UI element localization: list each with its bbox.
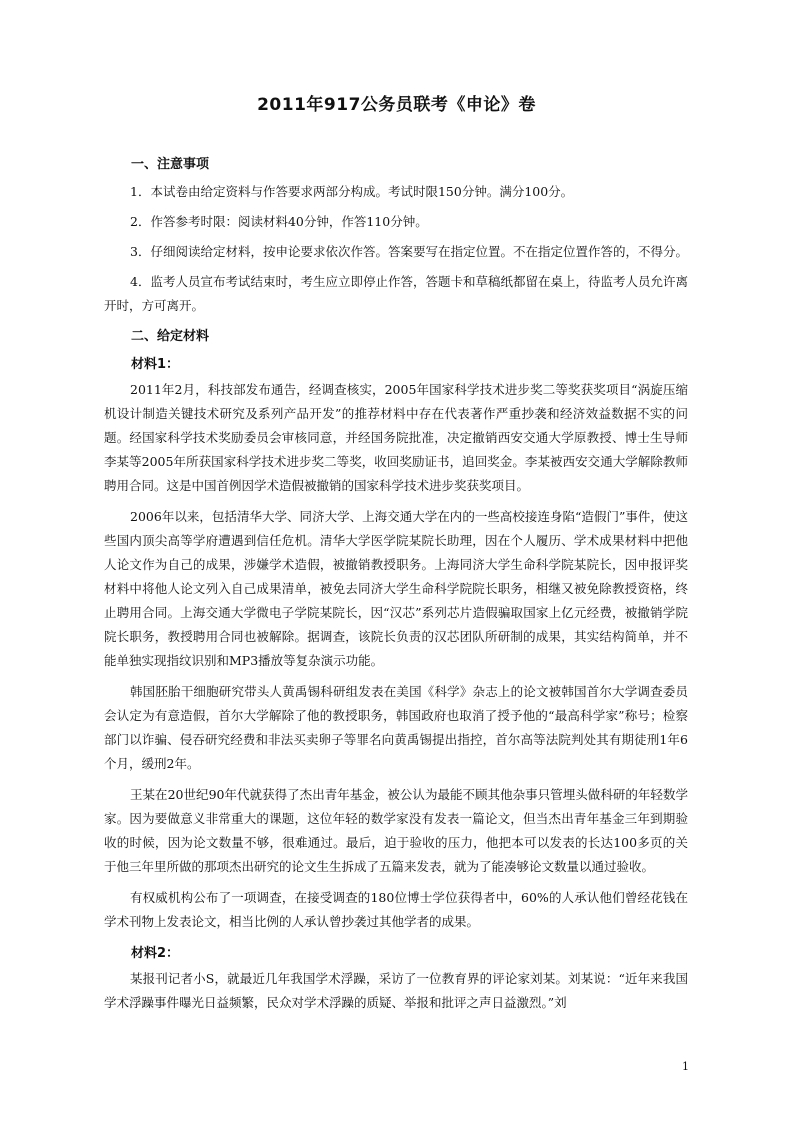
note-item-2: 2．作答参考时限：阅读材料40分钟，作答110分钟。 xyxy=(130,214,428,229)
note-item-4: 4．监考人员宣布考试结束时，考生应立即停止作答，答题卡和草稿纸都留在桌上，待监考人员允许离开时，方可离开。 xyxy=(104,274,688,313)
material-1-heading: 材料1： xyxy=(131,357,180,372)
section-heading-notes: 一、注意事项 xyxy=(131,157,210,172)
note-item-3: 3．仔细阅读给定材料，按申论要求依次作答。答案要写在指定位置。不在指定位置作答的，不得分。 xyxy=(130,244,688,259)
material-1-paragraph-4: 王某在20世纪90年代就获得了杰出青年基金，被公认为最能不顾其他杂事只管埋头做科研的年轻数学家。因为要做意义非常重大的课题，这位年轻的数学家没有发表一篇论文，但当杰出青年基金三年到期验收的时候，因为论文数量不够，很难通过。最后，迫于验收的压力，他把本可以发表的长达100多页的关于他三年里所做的那项杰出研究的论文生生拆成了五篇来发表，就为了能凑够论文数量以通过验收。 xyxy=(104,787,688,874)
section-materials xyxy=(104,324,688,1015)
material-2-heading: 材料2： xyxy=(131,946,180,961)
page-number: 1 xyxy=(682,1060,689,1073)
material-1-paragraph-3: 韩国胚胎干细胞研究带头人黄禹锡科研组发表在美国《科学》杂志上的论文被韩国首尔大学调查委员会认定为有意造假，首尔大学解除了他的教授职务，韩国政府也取消了授予他的“最高科学家”称号；检察部门以诈骗、侵吞研究经费和非法买卖卵子等罪名向黄禹锡提出指控，首尔高等法院判处其有期徒刑1年6个月，缓刑2年。 xyxy=(104,684,688,771)
section-heading-materials: 二、给定材料 xyxy=(131,329,210,344)
material-2-paragraph-1: 某报刊记者小S，就最近几年我国学术浮躁，采访了一位教育界的评论家刘某。刘某说：“近年来我国学术浮躁事件曝光日益频繁，民众对学术浮躁的质疑、举报和批评之声日益激烈。”刘 xyxy=(104,971,688,1010)
material-1-paragraph-5: 有权威机构公布了一项调查，在接受调查的180位博士学位获得者中，60%的人承认他们曾经花钱在学术刊物上发表论文，相当比例的人承认曾抄袭过其他学者的成果。 xyxy=(104,890,688,929)
material-1-paragraph-2: 2006年以来，包括清华大学、同济大学、上海交通大学在内的一些高校接连身陷“造假门”事件，使这些国内顶尖高等学府遭遇到信任危机。清华大学医学院某院长助理，因在个人履历、学术成果材料中把他人论文作为自己的成果，涉嫌学术造假，被撤销教授职务。上海同济大学生命科学院某院长，因申报评奖材料中将他人论文列入自己成果清单，被免去同济大学生命科学院院长职务，相继又被免除教授资格，终止聘用合同。上海交通大学微电子学院某院长，因“汉芯”系列芯片造假骗取国家上亿元经费，被撤销学院院长职务，教授聘用合同也被解除。据调查，该院长负责的汉芯团队所研制的成果，其实结构简单，并不能单独实现指纹识别和MP3播放等复杂演示功能。 xyxy=(104,509,688,668)
document-title: 2011年917公务员联考《申论》卷 xyxy=(257,95,536,115)
material-1-paragraph-1: 2011年2月，科技部发布通告，经调查核实，2005年国家科学技术进步奖二等奖获奖项目“涡旋压缩机设计制造关键技术研究及系列产品开发”的推荐材料中存在代表著作严重抄袭和经济效益数据不实的问题。经国家科学技术奖励委员会审核同意，并经国务院批准，决定撤销西安交通大学原教授、博士生导师李某等2005年所获国家科学技术进步奖二等奖，收回奖励证书，追回奖金。李某被西安交通大学解除教师聘用合同。这是中国首例因学术造假被撤销的国家科学技术进步奖获奖项目。 xyxy=(104,382,688,493)
note-item-1: 1．本试卷由给定资料与作答要求两部分构成。考试时限150分钟。满分100分。 xyxy=(130,184,574,199)
document-body xyxy=(104,152,688,1022)
section-notes xyxy=(104,152,688,318)
